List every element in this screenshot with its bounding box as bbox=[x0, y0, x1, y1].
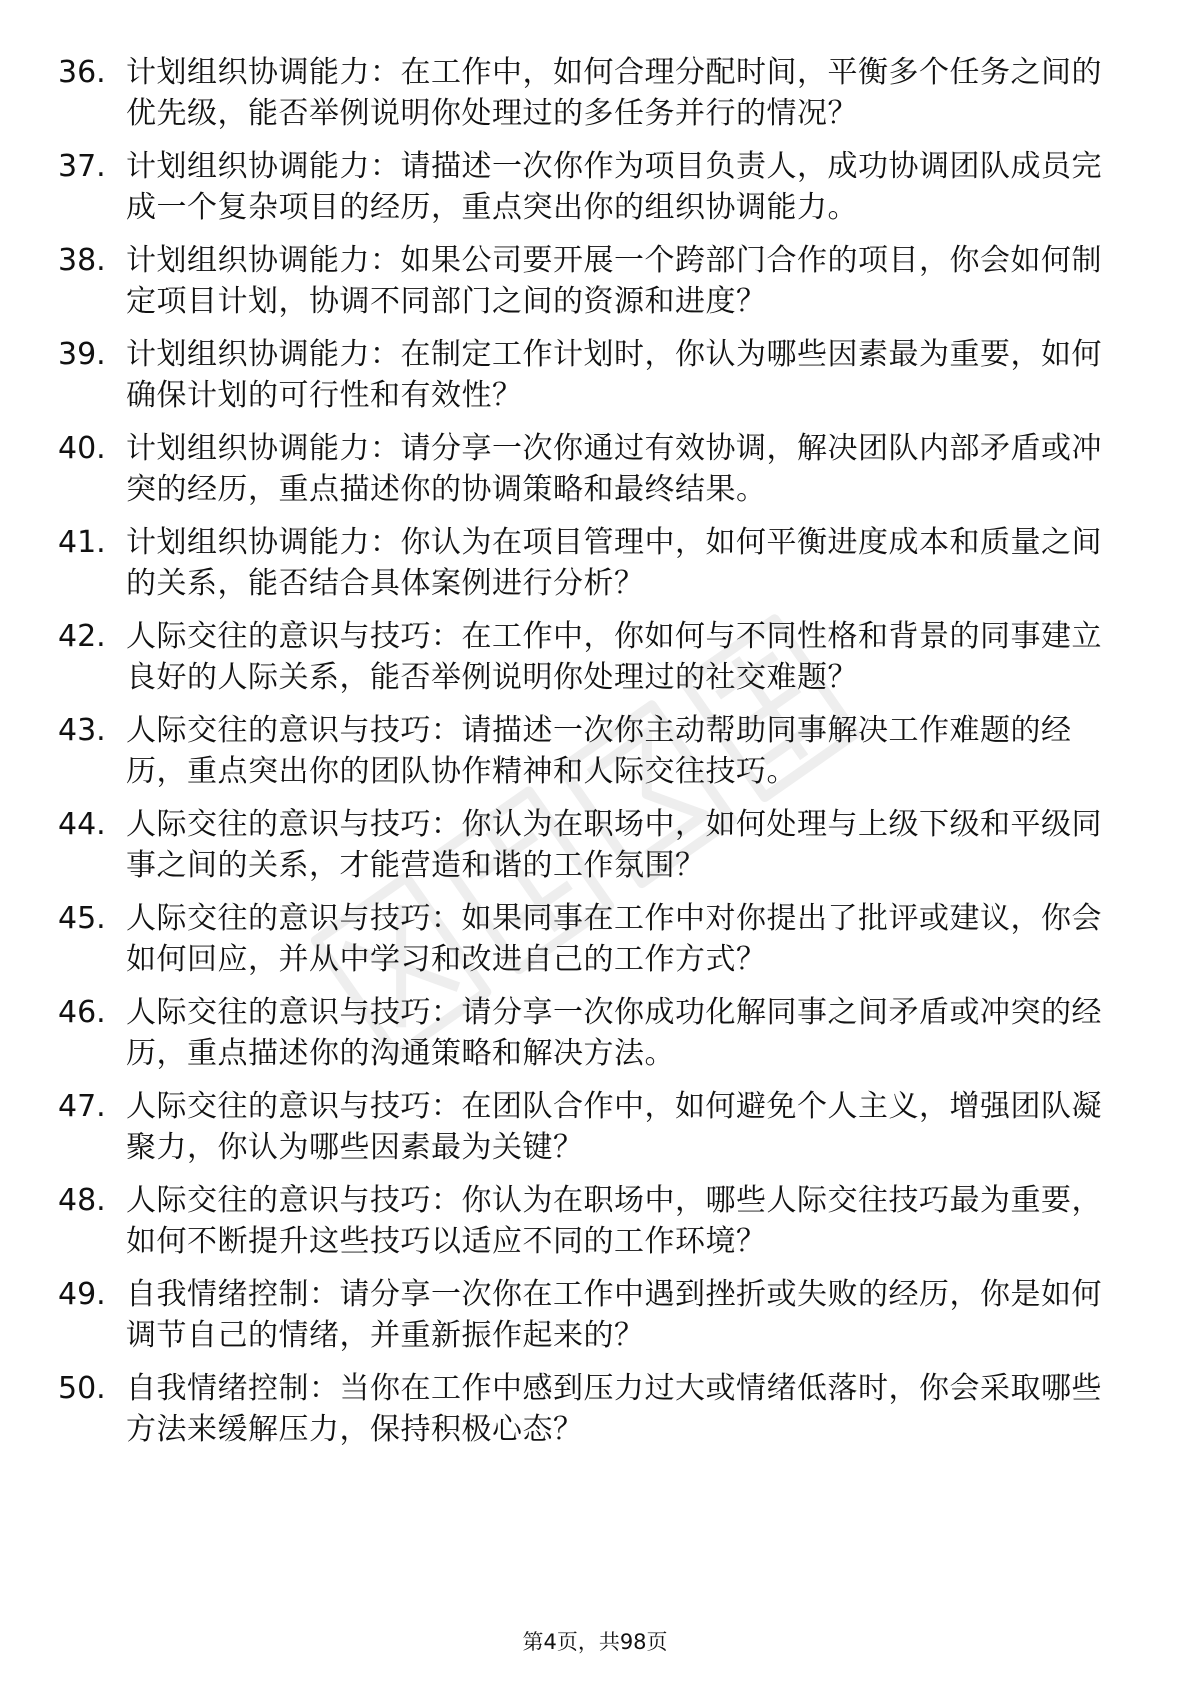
question-number: 41. bbox=[58, 525, 106, 560]
question-text: 自我情绪控制：请分享一次你在工作中遇到挫折或失败的经历，你是如何调节自己的情绪，并重新振作起来的？ bbox=[126, 1277, 1102, 1353]
question-number: 47. bbox=[58, 1089, 106, 1124]
question-number: 49. bbox=[58, 1277, 106, 1312]
question-text: 计划组织协调能力：请描述一次你作为项目负责人，成功协调团队成员完成一个复杂项目的经历，重点突出你的组织协调能力。 bbox=[126, 149, 1102, 225]
question-text: 人际交往的意识与技巧：在工作中，你如何与不同性格和背景的同事建立良好的人际关系，能否举例说明你处理过的社交难题？ bbox=[126, 619, 1102, 695]
question-text: 人际交往的意识与技巧：你认为在职场中，如何处理与上级下级和平级同事之间的关系，才能营造和谐的工作氛围？ bbox=[126, 807, 1102, 883]
question-number: 42. bbox=[58, 619, 106, 654]
question-text: 计划组织协调能力：你认为在项目管理中，如何平衡进度成本和质量之间的关系，能否结合具体案例进行分析？ bbox=[126, 525, 1102, 601]
question-text: 人际交往的意识与技巧：在团队合作中，如何避免个人主义，增强团队凝聚力，你认为哪些因素最为关键？ bbox=[126, 1089, 1102, 1165]
question-text: 人际交往的意识与技巧：请分享一次你成功化解同事之间矛盾或冲突的经历，重点描述你的沟通策略和解决方法。 bbox=[126, 995, 1102, 1071]
question-text: 人际交往的意识与技巧：请描述一次你主动帮助同事解决工作难题的经历，重点突出你的团队协作精神和人际交往技巧。 bbox=[126, 713, 1072, 789]
question-item bbox=[58, 146, 1118, 240]
question-number: 45. bbox=[58, 901, 106, 936]
question-text: 计划组织协调能力：在工作中，如何合理分配时间，平衡多个任务之间的优先级，能否举例说明你处理过的多任务并行的情况？ bbox=[126, 55, 1102, 131]
question-number: 37. bbox=[58, 149, 106, 184]
question-number: 38. bbox=[58, 243, 106, 278]
question-item bbox=[58, 334, 1118, 428]
question-number: 46. bbox=[58, 995, 106, 1030]
question-item bbox=[58, 710, 1118, 804]
question-text: 人际交往的意识与技巧：如果同事在工作中对你提出了批评或建议，你会如何回应，并从中学习和改进自己的工作方式？ bbox=[126, 901, 1102, 977]
question-number: 36. bbox=[58, 55, 106, 90]
question-list bbox=[58, 52, 1118, 1462]
page-footer: 第4页，共98页 bbox=[522, 1630, 668, 1654]
question-item bbox=[58, 1086, 1118, 1180]
question-item bbox=[58, 804, 1118, 898]
question-item bbox=[58, 522, 1118, 616]
question-item bbox=[58, 52, 1118, 146]
question-item bbox=[58, 428, 1118, 522]
question-item bbox=[58, 1180, 1118, 1274]
question-item bbox=[58, 1368, 1118, 1462]
question-number: 39. bbox=[58, 337, 106, 372]
question-item bbox=[58, 616, 1118, 710]
question-number: 44. bbox=[58, 807, 106, 842]
question-item bbox=[58, 240, 1118, 334]
question-text: 计划组织协调能力：如果公司要开展一个跨部门合作的项目，你会如何制定项目计划，协调不同部门之间的资源和进度？ bbox=[126, 243, 1102, 319]
question-text: 人际交往的意识与技巧：你认为在职场中，哪些人际交往技巧最为重要，如何不断提升这些技巧以适应不同的工作环境？ bbox=[126, 1183, 1102, 1259]
question-number: 40. bbox=[58, 431, 106, 466]
question-item bbox=[58, 1274, 1118, 1368]
question-text: 计划组织协调能力：在制定工作计划时，你认为哪些因素最为重要，如何确保计划的可行性和有效性？ bbox=[126, 337, 1102, 413]
question-item bbox=[58, 992, 1118, 1086]
question-number: 43. bbox=[58, 713, 106, 748]
question-text: 自我情绪控制：当你在工作中感到压力过大或情绪低落时，你会采取哪些方法来缓解压力，保持积极心态？ bbox=[126, 1371, 1102, 1447]
question-number: 48. bbox=[58, 1183, 106, 1218]
question-text: 计划组织协调能力：请分享一次你通过有效协调，解决团队内部矛盾或冲突的经历，重点描述你的协调策略和最终结果。 bbox=[126, 431, 1102, 507]
question-number: 50. bbox=[58, 1371, 106, 1406]
question-item bbox=[58, 898, 1118, 992]
